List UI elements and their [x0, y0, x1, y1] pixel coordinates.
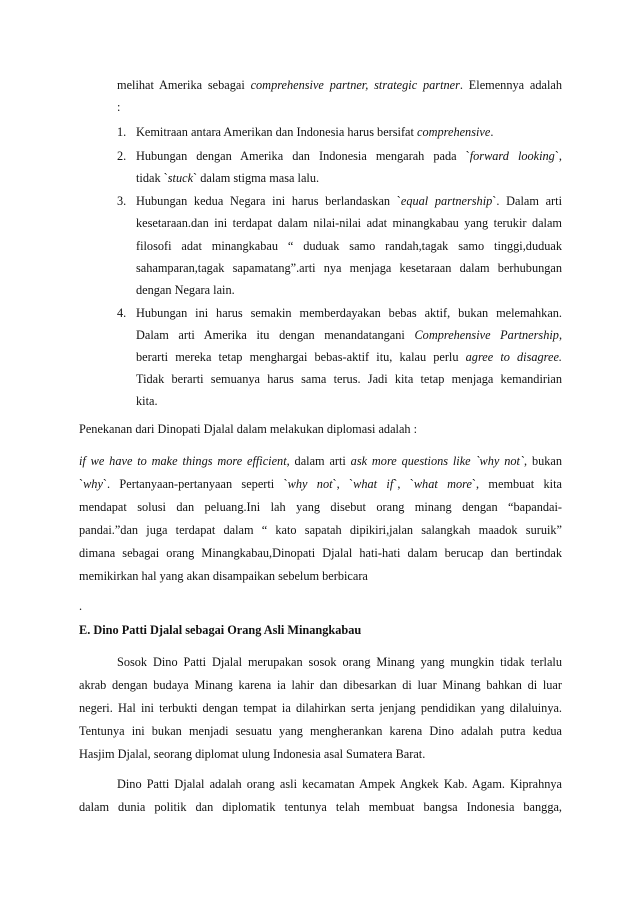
para1-line-7: memikirkan hal yang akan disampaikan sebelum berbicara [79, 569, 368, 583]
text-span-italic: why not [287, 478, 333, 491]
text-span-italic: what more [413, 478, 472, 491]
para1-line-5: pandai.”dan juga terdapat dalam “ kato sapatah dipikiri,jalan salangkah maadok suruik” [79, 524, 562, 537]
para2-line-5: Hasjim Djalal, seorang diplomat ulung Indonesia asal Sumatera Barat. [79, 747, 426, 761]
text-span: tidak ` [136, 171, 168, 185]
text-span-italic: what if [353, 478, 394, 491]
text-span: Hubungan kedua Negara ini harus berlandaskan ` [136, 195, 401, 208]
text-span: ` [79, 478, 84, 491]
text-span-italic: equal partnership [400, 195, 493, 208]
text-span: dalam arti [289, 455, 351, 468]
list-item-4-line-2 [136, 329, 562, 344]
list-item-1-line [136, 126, 493, 138]
para2-line-2: akrab dengan budaya Minang karena ia lahir dan dibesarkan di luar Minang bahkan di luar [79, 679, 562, 692]
list-item-4-line-1: Hubungan ini harus semakin memberdayakan bebas aktif, bukan melemahkan. [136, 307, 562, 320]
text-span-italic: if we have to make things more efficient, [79, 455, 290, 468]
text-span-italic: agree to disagree. [465, 351, 562, 364]
intro-line-1 [117, 79, 562, 94]
intro-line-2: : [117, 100, 121, 114]
text-span-italic: forward looking [469, 150, 555, 163]
para1-line-1: Penekanan dari Dinopati Djalal dalam melakukan diplomasi adalah : [79, 422, 418, 436]
list-item-4-line-5: kita. [136, 394, 158, 408]
list-number: 1. [117, 125, 127, 139]
text-span-italic: ask more questions like `why not` [350, 455, 525, 468]
list-item-3-line-3: filosofi adat minangkabau “ duduak samo randah,tagak samo tinggi,duduak [136, 240, 562, 253]
text-span: Kemitraan antara Amerikan dan Indonesia harus bersifat [136, 125, 414, 139]
text-span-italic: stuck [167, 171, 194, 185]
section-heading: E. Dino Patti Djalal sebagai Orang Asli Minangkabau [79, 623, 362, 637]
list-item-2-line-2 [136, 172, 319, 184]
list-number: 3. [117, 194, 127, 208]
para2-line-1: Sosok Dino Patti Djalal merupakan sosok orang Minang yang mungkin tidak terlalu [117, 656, 562, 669]
text-span-italic: Comprehensive Partnership [414, 329, 559, 342]
list-number: 4. [117, 306, 127, 320]
text-span: , bukan [524, 455, 562, 468]
para1-line-3 [79, 478, 562, 493]
text-span: . [490, 125, 494, 139]
list-item-3-line-5: dengan Negara lain. [136, 283, 235, 297]
text-span: `, ` [332, 478, 354, 491]
para1-line-4: mendapat solusi dan peluang.Ini lah yang disebut orang minang dengan “bapandai- [79, 501, 562, 514]
text-span: `, ` [393, 478, 414, 491]
para3-line-2: dalam dunia politik dan diplomatik tentunya telah membuat bangsa Indonesia bangga, [79, 801, 562, 814]
text-span: `. Pertanyaan-pertanyaan seperti ` [102, 478, 288, 491]
para3-line-1: Dino Patti Djalal adalah orang asli kecamatan Ampek Angkek Kab. Agam. Kiprahnya [117, 778, 562, 791]
text-span: berarti mereka tetap menghargai bebas-aktif itu, kalau perlu [136, 351, 459, 364]
text-span: Hubungan dengan Amerika dan Indonesia mengarah pada ` [136, 150, 470, 163]
text-span: melihat Amerika sebagai [117, 79, 245, 92]
list-item-2-line-1 [136, 150, 562, 165]
text-span: `. Dalam arti [492, 195, 562, 208]
text-span-italic: comprehensive partner, strategic partner [250, 79, 460, 92]
text-span: `, [554, 150, 562, 163]
list-item-3-line-1 [136, 195, 562, 210]
text-span: Dalam arti Amerika itu dengan menandatangani [136, 329, 405, 342]
list-item-4-line-3 [136, 351, 562, 366]
list-item-4-line-4: Tidak berarti semuanya harus sama terus. Jadi kita tetap menjaga kemandirian [136, 373, 562, 386]
text-span: ` dalam stigma masa lalu. [193, 171, 320, 185]
para2-line-4: Tentunya ini bukan menjadi sesuatu yang mengherankan karena Dino adalah putra kedua [79, 725, 562, 738]
list-item-3-line-4: sahamparan,tagak sapamatang”.arti nya menjaga kesetaraan dalam berhubungan [136, 262, 562, 275]
list-item-3-line-2: kesetaraan.dan ini terdapat dalam nilai-nilai adat minangkabau yang terukir dalam [136, 217, 562, 230]
text-span: . Elemennya adalah [459, 79, 562, 92]
para1-dot: . [79, 599, 83, 613]
text-span-italic: comprehensive [417, 125, 491, 139]
list-number: 2. [117, 149, 127, 163]
text-span: , [558, 329, 562, 342]
para2-line-3: negeri. Hal ini terbukti dengan tempat ia dilahirkan serta jenjang pendidikan yang dilaluinya. [79, 702, 562, 715]
text-span-italic: why [83, 478, 103, 491]
para1-line-2 [79, 455, 562, 470]
para1-line-6: dimana sebagai orang Minangkabau,Dinopati Djalal hati-hati dalam berucap dan bertindak [79, 547, 562, 560]
text-span: `, membuat kita [471, 478, 562, 491]
